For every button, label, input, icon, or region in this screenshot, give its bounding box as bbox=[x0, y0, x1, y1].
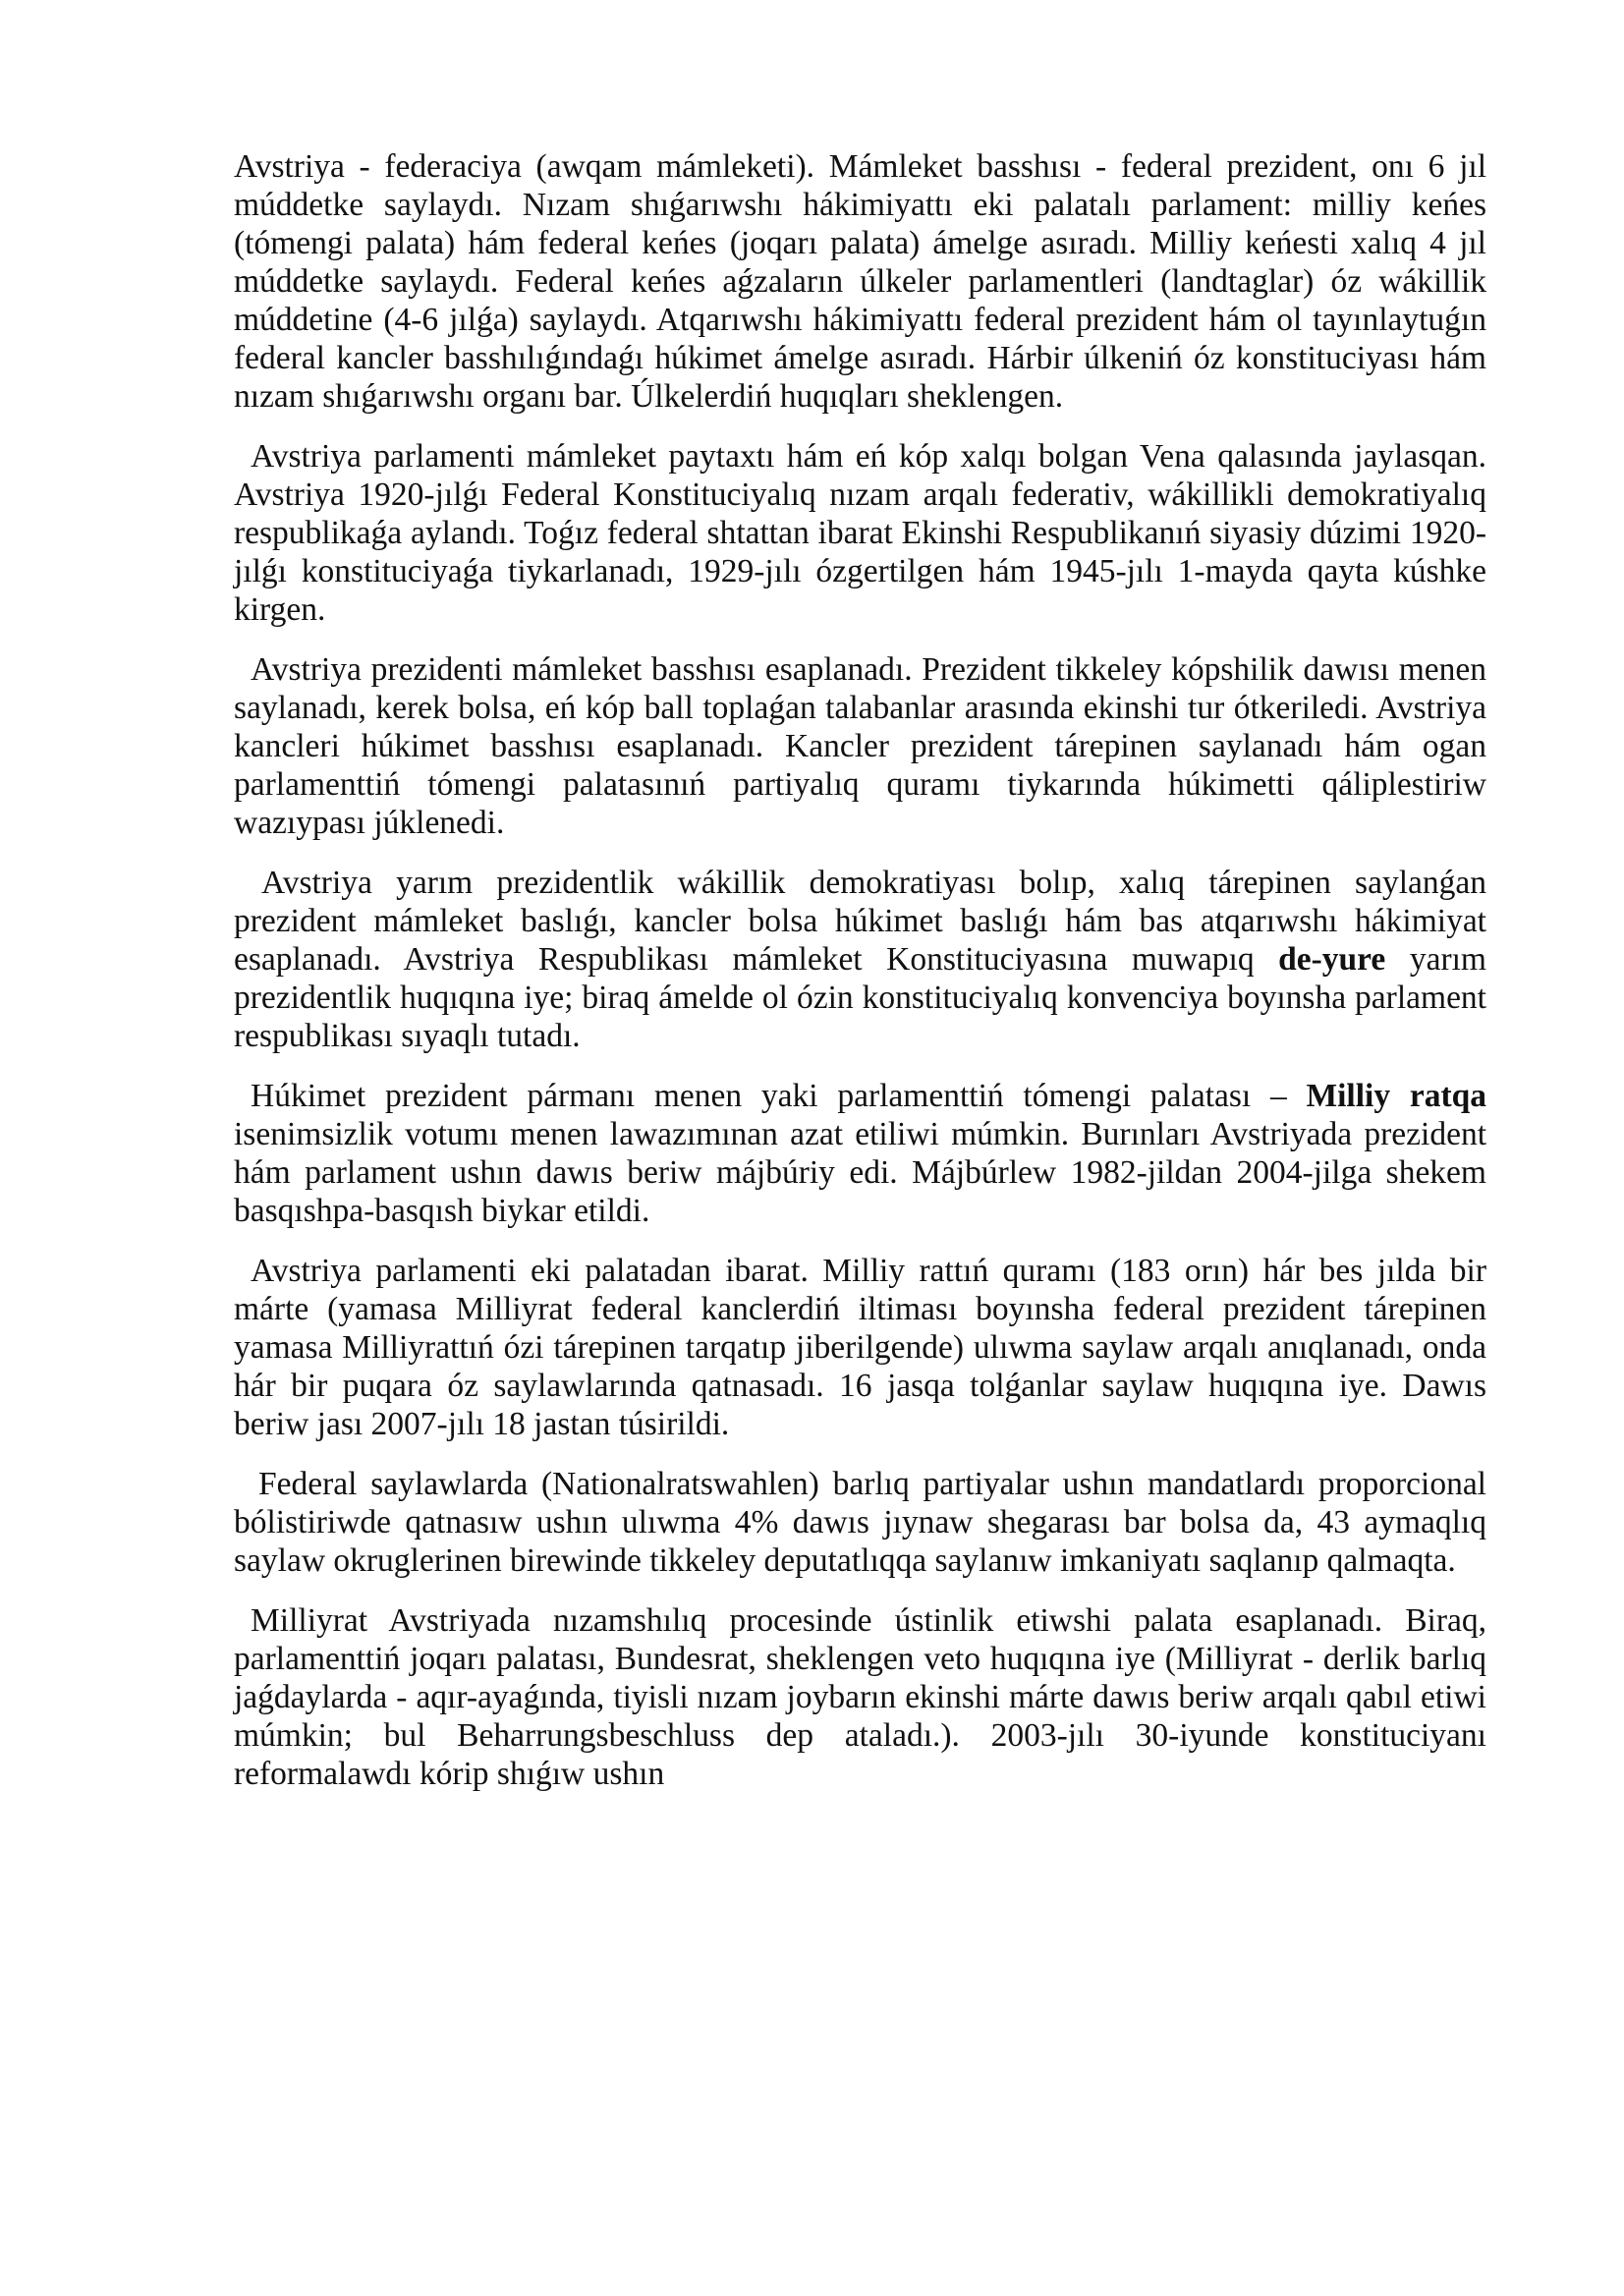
bold-term: de-yure bbox=[1278, 941, 1386, 978]
paragraph-text: Milliyrat Avstriyada nızamshılıq procesinde ústinlik etiwshi palata esaplanadı. Biraq, parlamenttiń joqarı palatası, Bundesrat, sheklengen veto huqıqına iye (Milliyrat - derlik barlıq jaǵdaylarda - aqır-ayaǵında, tiyisli nızam joybarın ekinshi márte dawıs beriw arqalı qabıl etiwi múmkin; bul Beharrungsbeschluss dep ataladı.). 2003-jılı 30-iyunde konstituciyanı reformalawdı kórip shıǵıw ushın bbox=[234, 1602, 1486, 1792]
paragraph-parliament-location bbox=[234, 437, 1486, 629]
paragraph-nationalrat bbox=[234, 1601, 1486, 1793]
paragraph-text: isenimsizlik votumı menen lawazımınan azat etiliwi múmkin. Burınları Avstriyada prezident hám parlament ushın dawıs beriw májbúriy edi. Májbúrlew 1982-jildan 2004-jilga shekem basqıshpa-basqısh biykar etildi. bbox=[234, 1116, 1486, 1229]
paragraph-text: yarım prezidentlik huqıqına iye; biraq ámelde ol ózin konstituciyalıq konvenciya boyınsha parlament respublikası sıyaqlı tutadı. bbox=[234, 941, 1486, 1054]
paragraph-text: Avstriya yarım prezidentlik wákillik demokratiyası bolıp, xalıq tárepinen saylanǵan prezident mámleket baslıǵı, kancler bolsa húkimet baslıǵı hám bas atqarıwshı hákimiyat esaplanadı. Avstriya Respublikası mámleket Konstituciyasına muwapıq bbox=[234, 865, 1486, 978]
paragraph-text: Avstriya prezidenti mámleket basshısı esaplanadı. Prezident tikkeley kópshilik dawısı menen saylanadı, kerek bolsa, eń kóp ball toplaǵan talabanlar arasında ekinshi tur ótkeriledi. Avstriya kancleri húkimet basshısı esaplanadı. Kancler prezident tárepinen saylanadı hám ogan parlamenttiń tómengi palatasınıń partiyalıq quramı tiykarında húkimetti qáliplestiriw wazıypası júklenedi. bbox=[234, 651, 1486, 841]
paragraph-federation bbox=[234, 147, 1486, 416]
paragraph-text: Avstriya parlamenti eki palatadan ibarat. Milliy rattıń quramı (183 orın) hár bes jılda bir márte (yamasa Milliyrat federal kanclerdiń iltiması boyınsha federal prezident tárepinen yamasa Milliyrattıń ózi tárepinen tarqatıp jiberilgende) ulıwma saylaw arqalı anıqlanadı, onda hár bir puqara óz saylawlarında qatnasadı. 16 jasqa tolǵanlar saylaw huqıqına iye. Dawıs beriw jası 2007-jılı 18 jastan túsirildi. bbox=[234, 1253, 1486, 1442]
paragraph-federal-elections bbox=[234, 1465, 1486, 1580]
paragraph-text: Avstriya - federaciya (awqam mámleketi). Mámleket basshısı - federal prezident, onı 6 jıl múddetke saylaydı. Nızam shıǵarıwshı hákimiyattı eki palatalı parlament: milliy keńes (tómengi palata) hám federal keńes (joqarı palata) ámelge asıradı. Milliy keńesti xalıq 4 jıl múddetke saylaydı. Federal keńes aǵzaların úlkeler parlamentleri (landtaglar) óz wákillik múddetine (4-6 jılǵa) saylaydı. Atqarıwshı hákimiyattı federal prezident hám ol tayınlaytuǵın federal kancler basshılıǵındaǵı húkimet ámelge asıradı. Hárbir úlkeniń óz konstituciyası hám nızam shıǵarıwshı organı bar. Úlkelerdiń huqıqları sheklengen. bbox=[234, 148, 1486, 415]
paragraph-text: Avstriya parlamenti mámleket paytaxtı hám eń kóp xalqı bolgan Vena qalasında jaylasqan. Avstriya 1920-jılǵı Federal Konstituciyalıq nızam arqalı federativ, wákillikli demokratiyalıq respublikaǵa aylandı. Toǵız federal shtattan ibarat Ekinshi Respublikanıń siyasiy dúzimi 1920-jılǵı konstituciyaǵa tiykarlanadı, 1929-jılı ózgertilgen hám 1945-jılı 1-mayda qayta kúshke kirgen. bbox=[234, 438, 1486, 628]
paragraph-bicameral bbox=[234, 1252, 1486, 1443]
paragraph-government-dismissal bbox=[234, 1077, 1486, 1230]
paragraph-semi-presidential bbox=[234, 864, 1486, 1055]
paragraph-text: Húkimet prezident pármanı menen yaki parlamenttiń tómengi palatası – bbox=[251, 1078, 1307, 1114]
document-page bbox=[234, 147, 1486, 1815]
paragraph-text: Federal saylawlarda (Nationalratswahlen) barlıq partiyalar ushın mandatlardı proporcional bólistiriwde qatnasıw ushın ulıwma 4% dawıs jıynaw shegarası bar bolsa da, 43 aymaqlıq saylaw okruglerinen birewinde tikkeley deputatlıqqa saylanıw imkaniyatı saqlanıp qalmaqta. bbox=[234, 1466, 1486, 1579]
paragraph-president bbox=[234, 650, 1486, 842]
bold-term: Milliy ratqa bbox=[1306, 1078, 1486, 1114]
